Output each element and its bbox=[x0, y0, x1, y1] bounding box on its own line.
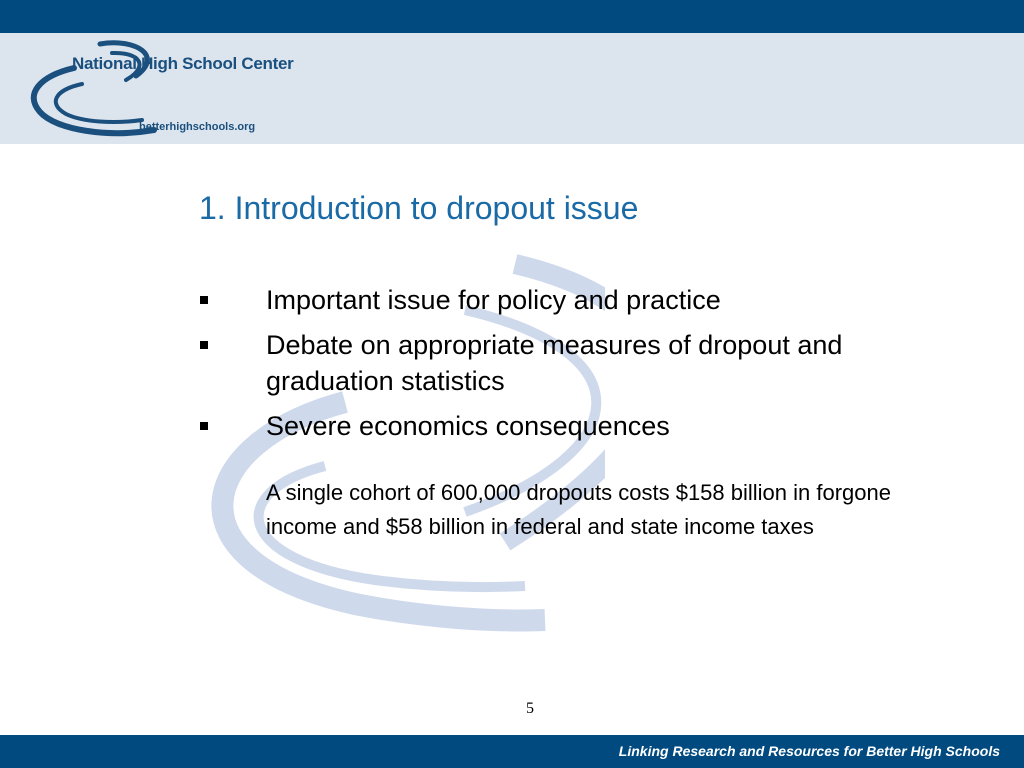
square-bullet-icon bbox=[200, 296, 208, 304]
bullet-text: Severe economics consequences bbox=[266, 411, 670, 441]
square-bullet-icon bbox=[200, 422, 208, 430]
slide-title: 1. Introduction to dropout issue bbox=[199, 190, 639, 226]
footer-bar bbox=[0, 735, 1024, 768]
bullet-item bbox=[199, 327, 959, 399]
square-bullet-icon bbox=[200, 341, 208, 349]
bullet-item bbox=[199, 282, 959, 318]
sub-note: A single cohort of 600,000 dropouts costs $158 billion in forgone income and $58 billion in federal and state income taxes bbox=[266, 480, 891, 539]
top-bar bbox=[0, 0, 1024, 33]
logo-url: betterhighschools.org bbox=[139, 121, 256, 133]
bullet-text: Important issue for policy and practice bbox=[266, 285, 721, 315]
bullet-item bbox=[199, 408, 959, 444]
bullet-text: Debate on appropriate measures of dropout and graduation statistics bbox=[266, 330, 843, 396]
bullet-list bbox=[199, 282, 959, 453]
logo-name: National High School Center bbox=[72, 54, 294, 73]
page-number: 5 bbox=[526, 700, 534, 717]
footer-tagline: Linking Research and Resources for Better High Schools bbox=[618, 743, 1000, 759]
